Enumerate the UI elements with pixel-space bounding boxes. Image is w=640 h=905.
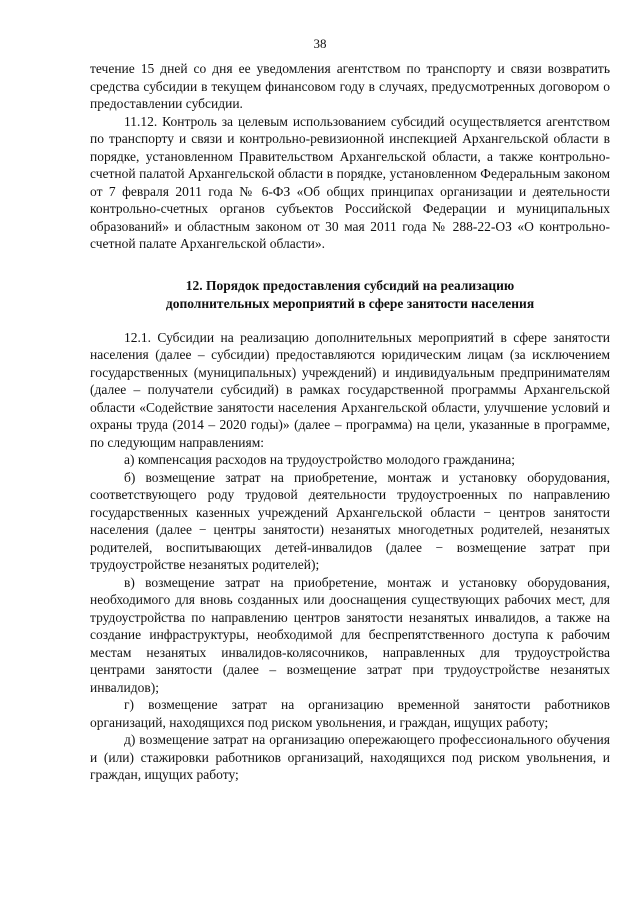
list-item-a: а) компенсация расходов на трудоустройство молодого гражданина;	[124, 452, 516, 467]
section-heading-line-2: дополнительных мероприятий в сфере занятости населения	[165, 295, 535, 311]
document-body	[90, 60, 610, 784]
paragraph-11-12: 11.12. Контроль за целевым использованием субсидий осуществляется агентством по транспорту и связи и контрольно-ревизионной инспекцией Архангельской области в порядке, установленном Правительством Архангельской области, а также контрольно-счетной палатой Архангельской области в порядке, установленном Федеральным законом от 7 февраля 2011 года № 6-ФЗ «Об общих принципах организации и деятельности контрольно-счетных органов субъектов Российской Федерации и муниципальных образований» и областным законом от 30 мая 2011 года № 288-22-ОЗ «О контрольно-счетной палате Архангельской области».	[90, 113, 610, 251]
section-heading-line-1: 12. Порядок предоставления субсидий на реализацию	[185, 277, 515, 293]
list-item-b: б) возмещение затрат на приобретение, монтаж и установку оборудования, соответствующего роду трудовой деятельности трудоустроенных по направлению государственных казенных учреждений Архангельской области − центров занятости населения (далее − центры занятости) незанятых многодетных родителей, незанятых родителей, воспитывающих детей-инвалидов (далее − возмещение затрат при трудоустройстве незанятых родителей);	[90, 469, 610, 572]
paragraph-continuation: течение 15 дней со дня ее уведомления агентством по транспорту и связи возвратить средства субсидии в текущем финансовом году в случаях, предусмотренных договором о предоставлении субсидии.	[90, 61, 610, 111]
page-number: 38	[313, 36, 327, 51]
list-item-d: д) возмещение затрат на организацию опережающего профессионального обучения и (или) стажировки работников организаций, находящихся под риском увольнения, и граждан, ищущих работу;	[90, 732, 610, 782]
list-item-v: в) возмещение затрат на приобретение, монтаж и установку оборудования, необходимого для вновь созданных или дооснащения существующих рабочих мест, для трудоустройства по направлению центров занятости незанятых инвалидов, а также на создание инфраструктуры, необходимой для беспрепятственного доступа к рабочим местам незанятых инвалидов-колясочников, направленных для трудоустройства центрами занятости (далее – возмещение затрат при трудоустройстве незанятых инвалидов);	[90, 574, 610, 695]
section-heading	[90, 277, 610, 313]
list-item-g: г) возмещение затрат на организацию временной занятости работников организаций, находящихся под риском увольнения, и граждан, ищущих работу;	[90, 697, 610, 730]
paragraph-12-1: 12.1. Субсидии на реализацию дополнительных мероприятий в сфере занятости населения (далее – субсидии) предоставляются юридическим лицам (за исключением государственных (муниципальных) учреждений) и индивидуальным предпринимателям (далее – получатели субсидий) в рамках государственной программы Архангельской области «Содействие занятости населения Архангельской области, улучшение условий и охраны труда (2014 – 2020 годы)» (далее – программа) на цели, указанные в программе, по следующим направлениям:	[90, 329, 610, 450]
